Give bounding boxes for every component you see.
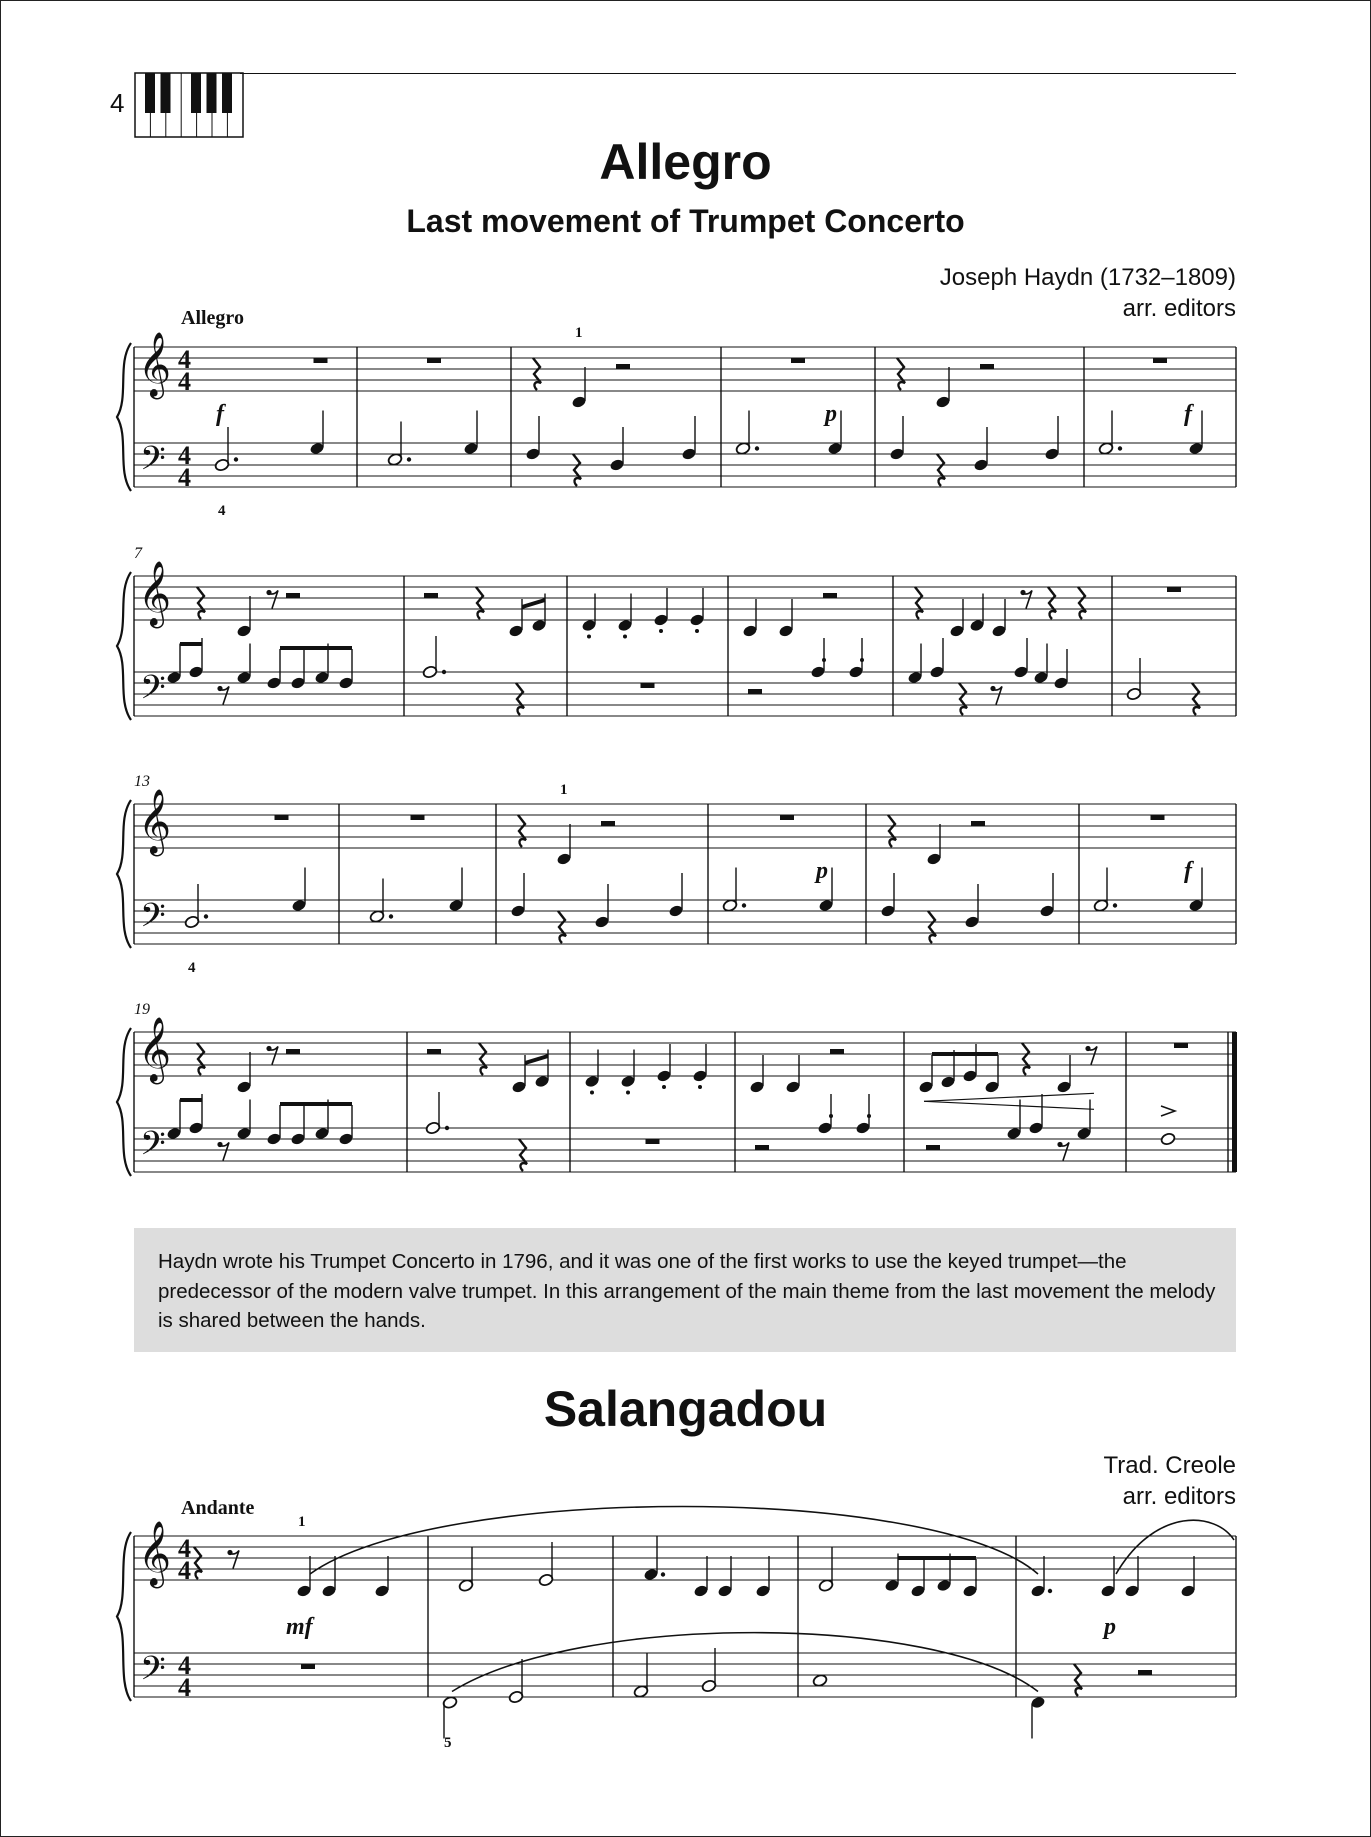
info-box: [134, 1228, 1236, 1352]
half-rest: [427, 1049, 441, 1054]
time-signature: 4: [178, 1651, 191, 1680]
quarter-rest: [915, 587, 923, 619]
quarter-rest: [197, 587, 205, 619]
quarter-rest: [533, 358, 541, 390]
time-signature: 4: [178, 441, 191, 470]
dynamic-marking: p: [1104, 1614, 1116, 1640]
fingering: 1: [560, 782, 568, 798]
staccato: [590, 1091, 594, 1095]
brace: [117, 1028, 131, 1176]
quarter-rest: [937, 454, 945, 486]
half-rest: [1138, 1670, 1152, 1675]
dot: [742, 903, 746, 907]
quarter-rest: [197, 1043, 205, 1075]
dot: [661, 1572, 665, 1576]
dot: [1118, 446, 1122, 450]
quarter-rest: [194, 1547, 202, 1579]
dynamic-marking: mf: [286, 1614, 313, 1640]
brace: [117, 1532, 131, 1701]
slur: [310, 1507, 1038, 1575]
dynamic-marking: f: [216, 401, 224, 427]
whole-rest: [411, 815, 425, 820]
quarter-rest: [959, 683, 967, 715]
whole-rest: [275, 815, 289, 820]
half-rest: [971, 821, 985, 826]
staccato: [695, 629, 699, 633]
tempo-marking-2: Andante: [181, 1497, 255, 1519]
whole-rest: [301, 1664, 315, 1669]
bass-clef-icon: 𝄢: [140, 669, 166, 714]
info-text: Haydn wrote his Trumpet Concerto in 1796, and it was one of the first works to use the keyed trumpet—the predecessor of the modern valve trumpet. In this arrangement of the main theme from the last movement the melody is shared between the hands.: [158, 1250, 1216, 1332]
bass-clef-icon: 𝄢: [140, 1125, 166, 1170]
measure-number: 7: [134, 545, 142, 562]
quarter-rest: [928, 911, 936, 943]
staccato: [623, 635, 627, 639]
dot: [1113, 903, 1117, 907]
treble-clef-icon: 𝄞: [138, 563, 172, 625]
quarter-rest: [558, 911, 566, 943]
staccato: [626, 1091, 630, 1095]
staccato: [659, 629, 663, 633]
composer: Joseph Haydn (1732–1809): [939, 264, 1236, 291]
treble-clef-icon: 𝄞: [138, 791, 172, 853]
dot: [755, 446, 759, 450]
hairpin: [924, 1101, 1094, 1109]
whole-rest: [314, 358, 328, 363]
fingering: 1: [575, 325, 583, 341]
whole-rest: [641, 683, 655, 688]
fingering: 4: [218, 503, 226, 519]
whole-rest: [1151, 815, 1165, 820]
staccato: [867, 1114, 871, 1118]
dynamic-marking: f: [1184, 858, 1192, 884]
quarter-rest: [1192, 683, 1200, 715]
quarter-rest: [476, 587, 484, 619]
half-rest: [830, 1049, 844, 1054]
bass-clef-icon: 𝄢: [140, 1650, 166, 1695]
arranger: arr. editors: [1122, 295, 1236, 322]
quarter-rest: [1048, 587, 1056, 619]
time-signature: 4: [178, 1673, 191, 1702]
eighth-rest: [220, 1143, 229, 1161]
page-number: 4: [110, 88, 125, 118]
eighth-rest: [269, 591, 278, 609]
staccato: [822, 658, 826, 662]
half-rest: [755, 1145, 769, 1150]
accent: [1161, 1106, 1175, 1116]
dot: [1048, 1589, 1052, 1593]
piece-subtitle: Last movement of Trumpet Concerto: [406, 203, 965, 239]
staccato: [587, 635, 591, 639]
half-rest: [926, 1145, 940, 1150]
brace: [117, 800, 131, 948]
fingering: 1: [298, 1514, 306, 1530]
quarter-rest: [888, 815, 896, 847]
bass-clef-icon: 𝄢: [140, 440, 166, 485]
staccato: [829, 1114, 833, 1118]
quarter-rest: [516, 683, 524, 715]
dot: [204, 914, 208, 918]
dot: [445, 1126, 449, 1130]
piece-title: Allegro: [599, 134, 772, 190]
treble-clef-icon: 𝄞: [138, 1019, 172, 1081]
whole-rest: [1174, 1043, 1188, 1048]
eighth-rest: [1023, 591, 1032, 609]
piece-title-2: Salangadou: [543, 1381, 828, 1437]
dot: [389, 914, 393, 918]
treble-clef-icon: 𝄞: [138, 334, 172, 396]
staccato: [662, 1085, 666, 1089]
time-signature: 4: [178, 1534, 191, 1563]
half-rest: [980, 364, 994, 369]
arranger-2: arr. editors: [1122, 1483, 1236, 1510]
eighth-rest: [220, 687, 229, 705]
whole-rest: [791, 358, 805, 363]
composer-2: Trad. Creole: [1103, 1452, 1236, 1479]
dynamic-marking: f: [1184, 401, 1192, 427]
whole-rest: [427, 358, 441, 363]
time-signature: 4: [178, 345, 191, 374]
slur: [452, 1633, 1038, 1692]
quarter-rest: [519, 1139, 527, 1171]
treble-clef-icon: 𝄞: [138, 1523, 172, 1585]
tempo-marking: Allegro: [181, 307, 244, 329]
dynamic-marking: p: [825, 401, 837, 427]
brace: [117, 343, 131, 491]
half-rest: [823, 593, 837, 598]
quarter-rest: [1078, 587, 1086, 619]
hairpin: [924, 1093, 1094, 1101]
composer-credit-2: [1104, 1450, 1237, 1512]
whole-rest: [780, 815, 794, 820]
time-signature: 4: [178, 367, 191, 396]
eighth-rest: [269, 1047, 278, 1065]
time-signature: 4: [178, 463, 191, 492]
quarter-rest: [479, 1043, 487, 1075]
whole-rest: [646, 1139, 660, 1144]
quarter-rest: [1022, 1043, 1030, 1075]
half-rest: [424, 593, 438, 598]
eighth-rest: [230, 1551, 239, 1569]
final-barline: [1232, 1032, 1237, 1172]
dot: [442, 670, 446, 674]
half-rest: [286, 593, 300, 598]
fingering: 4: [188, 960, 196, 976]
brace: [117, 572, 131, 720]
quarter-rest: [573, 454, 581, 486]
eighth-rest: [1088, 1047, 1097, 1065]
quarter-rest: [518, 815, 526, 847]
staccato: [860, 658, 864, 662]
quarter-rest: [1074, 1664, 1082, 1696]
beam: [525, 1056, 548, 1063]
half-rest: [286, 1049, 300, 1054]
half-rest: [616, 364, 630, 369]
beam: [522, 600, 545, 607]
measure-number: 13: [134, 773, 150, 790]
eighth-rest: [1060, 1143, 1069, 1161]
note: [1160, 1132, 1176, 1146]
quarter-rest: [897, 358, 905, 390]
dot: [234, 457, 238, 461]
fingering: 5: [444, 1735, 452, 1751]
staccato: [698, 1085, 702, 1089]
whole-rest: [1167, 587, 1181, 592]
time-signature: 4: [178, 1556, 191, 1585]
eighth-rest: [993, 687, 1002, 705]
bass-clef-icon: 𝄢: [140, 897, 166, 942]
dot: [407, 457, 411, 461]
whole-rest: [1153, 358, 1167, 363]
half-rest: [601, 821, 615, 826]
half-rest: [748, 689, 762, 694]
dynamic-marking: p: [816, 858, 828, 884]
measure-number: 19: [134, 1001, 150, 1018]
note: [812, 1674, 828, 1688]
